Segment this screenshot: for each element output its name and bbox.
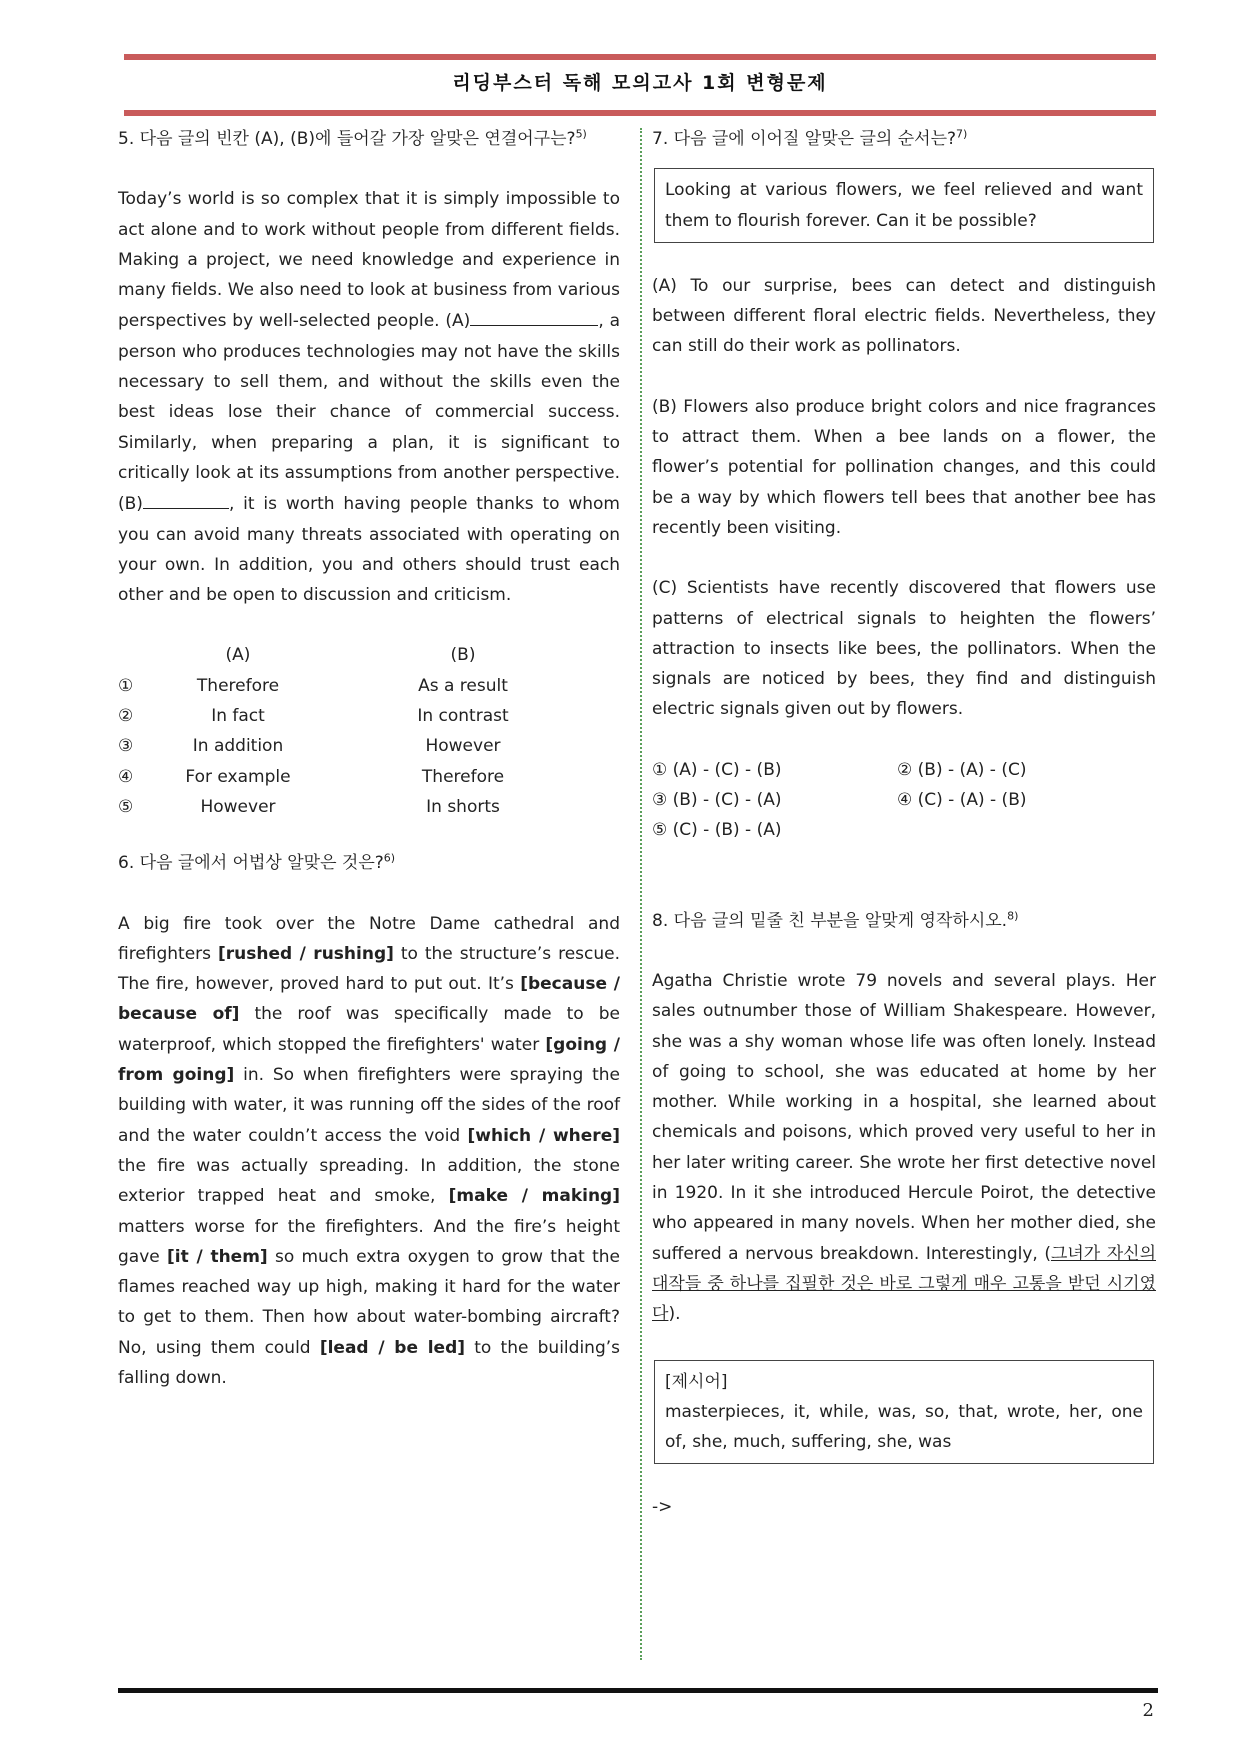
order-option[interactable]: ④ (C) - (A) - (B)	[897, 790, 1027, 811]
choice-row[interactable]	[118, 762, 620, 792]
choice-row[interactable]	[118, 671, 620, 701]
order-option[interactable]: ① (A) - (C) - (B)	[652, 759, 782, 780]
header-top-rule	[124, 54, 1156, 60]
choice-mark: ②	[118, 706, 134, 727]
choice-row[interactable]	[118, 701, 620, 731]
question-number: 6.	[118, 853, 135, 874]
choice-a: However	[200, 796, 276, 817]
passage-text: Agatha Christie wrote 79 novels and several plays. Her sales outnumber those of William Shakespeare. However, she was a shy woman whose life was often lonely. Instead of going to school, she was educated at home by her mother. While working in a hospital, she learned about chemicals and poisons, which proved very useful to her in her later writing career. She wrote her first detective novel in 1920. In it she introduced Hercule Poirot, the detective who appeared in many novels. When her mother died, she suffered a nervous breakdown. Interestingly, (	[652, 970, 1156, 1264]
question-6-passage	[118, 909, 620, 1394]
footnote-ref: 7)	[956, 127, 968, 141]
choice-mark: ③	[118, 736, 134, 757]
page-number: 2	[1142, 1700, 1154, 1721]
blank-b[interactable]	[143, 488, 229, 509]
choice-a: In fact	[211, 706, 265, 727]
passage-text: matters worse for the firefighters. And the fire’s height gave	[118, 1216, 620, 1267]
passage-text: the fire was actually spreading. In addition, the stone exterior trapped heat and smoke,	[118, 1155, 620, 1207]
footnote-ref: 5)	[575, 127, 587, 141]
choice-mark: ⑤	[118, 796, 134, 817]
grammar-option[interactable]: [going / from going]	[118, 1034, 620, 1086]
hint-box	[654, 1360, 1154, 1465]
choice-b: Therefore	[421, 766, 505, 787]
hint-label: [제시어]	[665, 1371, 728, 1392]
footnote-ref: 6)	[383, 851, 396, 865]
passage-text: , a person who produces technologies may not have the skills necessary to sell them, and without the skills even the best ideas lose their chance of commercial success. Similarly, when preparing a plan, it is significant to critically look at its assumptions from another perspective. (B)	[118, 311, 620, 515]
footer-rule	[118, 1688, 1158, 1693]
paragraph-c: (C) Scientists have recently discovered that flowers use patterns of electrical signals to heighten the flowers’ attraction to insects like bees, the pollinators. When the signals are noticed by bees, they find and distinguish electric signals given out by flowers.	[652, 578, 1156, 720]
passage-text: so much extra oxygen to grow that the flames reached way up high, making it hard for the water to get to them. Then how about water-bombing aircraft? No, using them could	[118, 1246, 620, 1358]
question-8-prompt	[652, 906, 1156, 936]
question-5-passage	[118, 184, 620, 610]
passage-text: to the structure’s rescue. The fire, however, proved hard to put out. It’s	[118, 943, 620, 995]
choice-mark: ①	[118, 675, 134, 696]
choice-a: Therefore	[196, 675, 280, 696]
question-text: 다음 글에 이어질 알맞은 글의 순서는?	[673, 129, 957, 149]
blank-a[interactable]	[470, 305, 598, 326]
grammar-option[interactable]: [it / them]	[166, 1246, 268, 1267]
paragraph-b: (B) Flowers also produce bright colors and nice fragrances to attract them. When a bee lands on a flower, the flower’s potential for pollination changes, and this could be a way by which flowers tell bees that another bee has recently been visiting.	[652, 396, 1156, 538]
question-7-intro-box: Looking at various flowers, we feel relieved and want them to flourish forever. Can it be possible?	[654, 168, 1154, 243]
question-text: 다음 글의 빈칸 (A), (B)에 들어갈 가장 알맞은 연결어구는?	[139, 129, 576, 149]
grammar-option[interactable]: [rushed / rushing]	[217, 943, 394, 964]
choice-b: In contrast	[417, 706, 509, 727]
passage-text: , it is worth having people thanks to whom you can avoid many threats associated with operating on your own. In addition, you and others should trust each other and be open to discussion and criticism.	[118, 494, 620, 606]
choices-header	[118, 640, 620, 670]
underlined-target: 그녀가 자신의 대작들 중 하나를 집필한 것은 바로 그렇게 매우 고통을 받던 시기였다	[652, 1243, 1156, 1325]
footnote-ref: 8)	[1007, 908, 1019, 922]
answer-arrow[interactable]: ->	[652, 1497, 673, 1518]
choice-row[interactable]	[118, 731, 620, 761]
question-6-prompt	[118, 848, 620, 878]
passage-text: A big fire took over the Notre Dame cathedral and firefighters	[118, 913, 620, 964]
header-bottom-rule	[124, 110, 1156, 116]
order-option[interactable]: ③ (B) - (C) - (A)	[652, 790, 782, 811]
question-7-prompt	[652, 124, 1156, 154]
choice-b: In shorts	[426, 796, 500, 817]
choice-b: However	[425, 736, 501, 757]
question-number: 7.	[652, 129, 669, 149]
page-title: 리딩부스터 독해 모의고사 1회 변형문제	[452, 72, 828, 94]
passage-text: Today’s world is so complex that it is simply impossible to act alone and to work without people from different fields. Making a project, we need knowledge and experience in many fields. We also need to look at business from various perspectives by well-selected people. (A)	[118, 189, 620, 332]
passage-text: in. So when firefighters were spraying the building with water, it was running off the sides of the roof and the water couldn’t access the void	[118, 1065, 620, 1146]
question-7-options	[652, 755, 1156, 846]
question-5-prompt	[118, 124, 620, 154]
order-option[interactable]: ② (B) - (A) - (C)	[897, 759, 1027, 780]
question-number: 8.	[652, 910, 669, 931]
question-text: 다음 글에서 어법상 알맞은 것은?	[139, 853, 384, 874]
choice-a: In addition	[192, 736, 284, 757]
choice-row[interactable]	[118, 792, 620, 822]
paragraph-a: (A) To our surprise, bees can detect and distinguish between different floral electric fields. Nevertheless, they can still do their work as pollinators.	[652, 275, 1156, 357]
question-text: 다음 글의 밑줄 친 부분을 알맞게 영작하시오.	[673, 910, 1008, 931]
choice-a: For example	[185, 766, 291, 787]
hint-words: masterpieces, it, while, was, so, that, wrote, her, one of, she, much, suffering, she, was	[665, 1401, 1143, 1453]
choice-b: As a result	[418, 675, 508, 696]
grammar-option[interactable]: [which / where]	[467, 1125, 620, 1146]
grammar-option[interactable]: [make / making]	[448, 1186, 620, 1207]
order-option[interactable]: ⑤ (C) - (B) - (A)	[652, 820, 782, 841]
left-column	[118, 124, 620, 1423]
choice-mark: ④	[118, 766, 134, 787]
passage-text: ).	[668, 1304, 681, 1325]
column-b-header: (B)	[450, 645, 476, 666]
column-a-header: (A)	[225, 645, 251, 666]
column-divider	[640, 128, 642, 1660]
question-5-choices	[118, 640, 620, 822]
grammar-option[interactable]: [lead / be led]	[319, 1337, 466, 1358]
right-column	[652, 124, 1156, 1523]
grammar-option[interactable]: [because / because of]	[118, 974, 620, 1025]
passage-text: the roof was specifically made to be waterproof, which stopped the firefighters' water	[118, 1004, 620, 1055]
question-number: 5.	[118, 129, 135, 149]
question-8-passage	[652, 966, 1156, 1330]
passage-text: to the building’s falling down.	[118, 1337, 620, 1388]
